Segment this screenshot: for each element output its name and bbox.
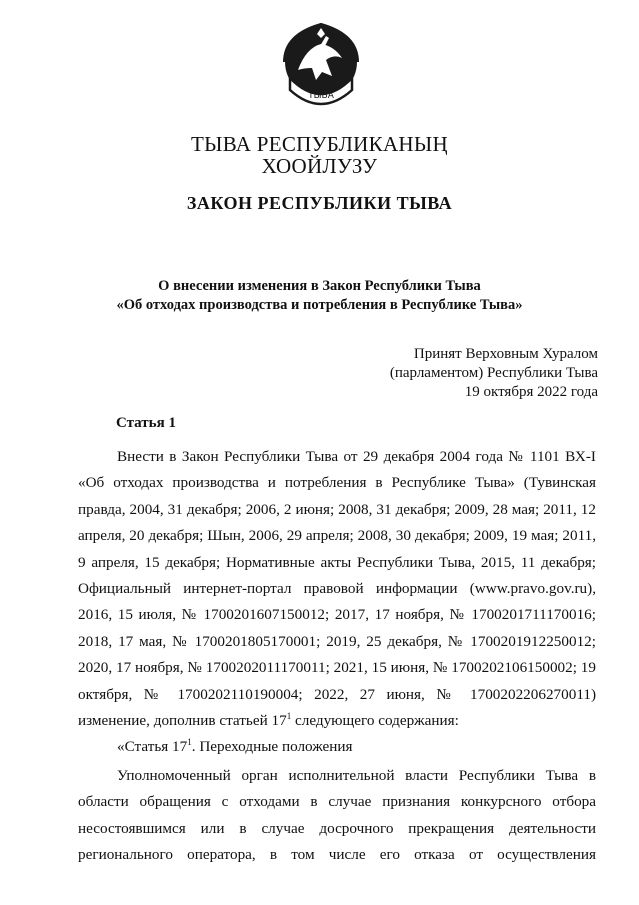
article-1-heading: Статья 1 [116, 415, 176, 431]
article-17-line: Уполномоченный орган исполнительной власти Республики Тыва в [117, 766, 596, 784]
document-body [78, 444, 596, 869]
article-1-line: Официальный интернет-портал правовой информации (www.pravo.gov.ru), [78, 580, 596, 598]
article-1-line: правда, 2004, 31 декабря; 2006, 2 июня; 2008, 31 декабря; 2009, 28 мая; 2011, 12 [78, 500, 596, 518]
article-1-line: апреля, 20 декабря; Шын, 2006, 29 апреля; 2008, 30 декабря; 2009, 19 мая; 2011, [78, 527, 596, 545]
adoption-date: 19 октября 2022 года [464, 384, 598, 400]
article-1-last-end: следующего содержания: [291, 712, 459, 730]
article-17-line: области обращения с отходами в случае признания конкурсного отбора [78, 793, 596, 811]
article-17-heading [78, 734, 596, 760]
article-17-heading-start: «Статья 17 [117, 738, 188, 756]
article-17-heading-sup: 1 [187, 737, 192, 748]
article-17-heading-end: . Переходные положения [191, 738, 353, 756]
adoption-block [390, 345, 598, 402]
emblem-icon [276, 18, 366, 118]
article-1-line: 9 апреля, 15 декабря; Нормативные акты Республики Тыва, 2015, 11 декабря; [78, 553, 596, 571]
adoption-line2: (парламентом) Республики Тыва [389, 365, 598, 381]
article-1-last-line [78, 708, 596, 734]
article-1-last-start: изменение, дополнив статьей 17 [78, 712, 287, 730]
adoption-line1: Принят Верховным Хуралом [413, 346, 598, 362]
emblem-text: ТЫВА [308, 91, 334, 101]
law-title-line1: О внесении изменения в Закон Республики Тыва [158, 278, 481, 294]
header-tyva-language [0, 133, 639, 177]
article-17-line: регионального оператора, в том числе его отказа от осуществления [78, 846, 596, 864]
article-1-line: «Об отходах производства и потребления в Республике Тыва» (Тувинская [78, 474, 596, 492]
article-1-line: 2018, 17 мая, № 1700201805170001; 2019, 25 декабря, № 1700201912250012; [78, 632, 596, 650]
article-1-line: октября, № 1700202110190004; 2022, 27 июня, № 1700202206270011) [78, 685, 596, 703]
law-title-line2: «Об отходах производства и потребления в Республике Тыва» [116, 297, 523, 313]
article-1-last-sup: 1 [286, 711, 292, 721]
header-tyva-line2: ХООЙЛУЗУ [261, 154, 378, 178]
law-title [0, 277, 639, 315]
law-type-heading: ЗАКОН РЕСПУБЛИКИ ТЫВА [186, 193, 453, 213]
article-1-line: 2020, 17 ноября, № 1700202011170011; 2021, 15 июня, № 1700202106150002; 19 [78, 659, 596, 677]
article-1-line: Внести в Закон Республики Тыва от 29 декабря 2004 года № 1101 ВХ-I [117, 448, 596, 465]
tyva-emblem [276, 18, 366, 118]
header-tyva-line1: ТЫВА РЕСПУБЛИКАНЫҢ [191, 132, 448, 156]
article-17-line: несостоявшимся или в случае досрочного прекращения деятельности [78, 819, 596, 837]
article-1-line: 2016, 15 июля, № 1700201607150012; 2017, 17 ноября, № 1700201711170016; [78, 606, 596, 624]
